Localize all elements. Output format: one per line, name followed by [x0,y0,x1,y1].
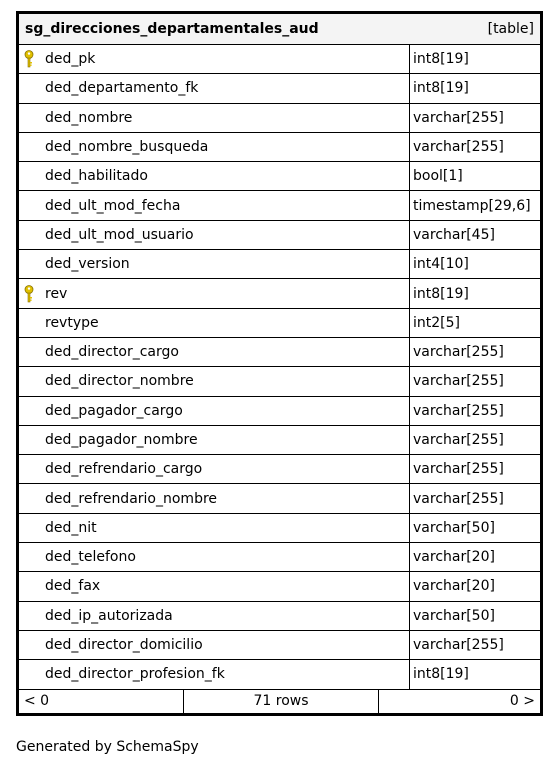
column-row [19,397,540,426]
column-name-cell [19,367,410,395]
children-count: 0 > [509,693,535,710]
column-type: varchar[45] [413,226,495,243]
column-type: int4[10] [413,256,469,273]
column-type: varchar[255] [413,373,504,390]
column-name-cell [19,221,410,249]
column-name: ded_departamento_fk [45,80,199,97]
column-row [19,162,540,191]
column-type: varchar[255] [413,344,504,361]
column-type: timestamp[29,6] [413,197,531,214]
key-slot [24,371,45,391]
key-slot [24,137,45,157]
column-row [19,426,540,455]
column-name-cell [19,74,410,102]
column-name-cell [19,543,410,571]
column-name-cell [19,484,410,512]
key-slot [24,635,45,655]
column-type: varchar[255] [413,490,504,507]
table-footer [19,690,540,713]
column-row [19,221,540,250]
column-name: ded_director_profesion_fk [45,666,225,683]
column-type: bool[1] [413,168,463,185]
key-slot [24,313,45,333]
column-row [19,660,540,689]
column-name: ded_nit [45,519,97,536]
column-row [19,602,540,631]
key-slot [24,342,45,362]
column-type: varchar[255] [413,461,504,478]
column-name: ded_ult_mod_fecha [45,197,181,214]
column-name: ded_refrendario_nombre [45,490,218,507]
column-name: ded_ult_mod_usuario [45,226,194,243]
column-type: varchar[255] [413,402,504,419]
column-name-cell [19,191,410,219]
parents-count: < 0 [19,690,184,713]
column-type: varchar[255] [413,109,504,126]
column-name-cell [19,572,410,600]
key-slot [24,664,45,684]
column-type: varchar[255] [413,637,504,654]
key-slot [24,254,45,274]
key-slot [24,401,45,421]
column-row [19,338,540,367]
column-name-cell [19,660,410,688]
column-name: ded_pk [45,51,96,68]
column-name-cell [19,397,410,425]
column-row [19,572,540,601]
key-slot [24,489,45,509]
column-row [19,45,540,74]
key-slot [24,108,45,128]
column-row [19,514,540,543]
column-name-cell [19,514,410,542]
column-name-cell [19,279,410,307]
column-type: varchar[50] [413,607,495,624]
column-name: ded_habilitado [45,168,148,185]
key-slot [24,459,45,479]
table-name: sg_direcciones_departamentales_aud [25,21,319,37]
table-kind-label: [table] [487,21,534,37]
column-name-cell [19,162,410,190]
key-icon [24,49,45,69]
column-name-cell [19,631,410,659]
column-name: ded_ip_autorizada [45,607,173,624]
column-type: varchar[255] [413,432,504,448]
column-type: varchar[255] [413,139,504,156]
column-name: ded_pagador_nombre [45,432,198,448]
column-name: ded_fax [45,578,101,595]
key-slot [24,225,45,245]
column-name: ded_director_nombre [45,373,194,390]
column-name-cell [19,455,410,483]
column-name-cell [19,602,410,630]
column-row [19,250,540,279]
column-row [19,279,540,308]
column-name: ded_pagador_cargo [45,402,183,419]
column-row [19,104,540,133]
column-type: int2[5] [413,314,460,331]
column-list [19,45,540,690]
column-type: varchar[20] [413,578,495,595]
column-name: ded_telefono [45,549,136,566]
column-row [19,631,540,660]
key-slot [24,576,45,596]
column-name-cell [19,338,410,366]
column-name: ded_refrendario_cargo [45,461,203,478]
column-type: int8[19] [413,80,469,97]
column-type: varchar[20] [413,549,495,566]
column-name-cell [19,250,410,278]
key-icon [24,284,45,304]
column-row [19,133,540,162]
column-name: revtype [45,314,99,331]
column-name-cell [19,45,410,73]
column-name: ded_nombre [45,109,133,126]
table-entity [16,11,543,716]
generated-by-note: Generated by SchemaSpy [16,739,199,755]
column-name-cell [19,104,410,132]
column-name-cell [19,133,410,161]
column-name: ded_nombre_busqueda [45,139,209,156]
column-row [19,309,540,338]
key-slot [24,430,45,450]
column-name: ded_version [45,256,130,273]
key-slot [24,196,45,216]
table-header [19,14,540,45]
column-row [19,191,540,220]
column-row [19,455,540,484]
key-slot [24,518,45,538]
column-row [19,74,540,103]
column-name: ded_director_cargo [45,344,179,361]
column-row [19,543,540,572]
column-type: varchar[50] [413,519,495,536]
row-count: 71 rows [184,690,379,713]
key-slot [24,547,45,567]
column-type: int8[19] [413,51,469,68]
column-row [19,367,540,396]
key-slot [24,78,45,98]
column-type: int8[19] [413,285,469,302]
key-slot [24,606,45,626]
column-row [19,484,540,513]
column-name: ded_director_domicilio [45,637,203,654]
column-name-cell [19,426,410,454]
key-slot [24,166,45,186]
column-name-cell [19,309,410,337]
column-type: int8[19] [413,666,469,683]
column-name: rev [45,285,68,302]
